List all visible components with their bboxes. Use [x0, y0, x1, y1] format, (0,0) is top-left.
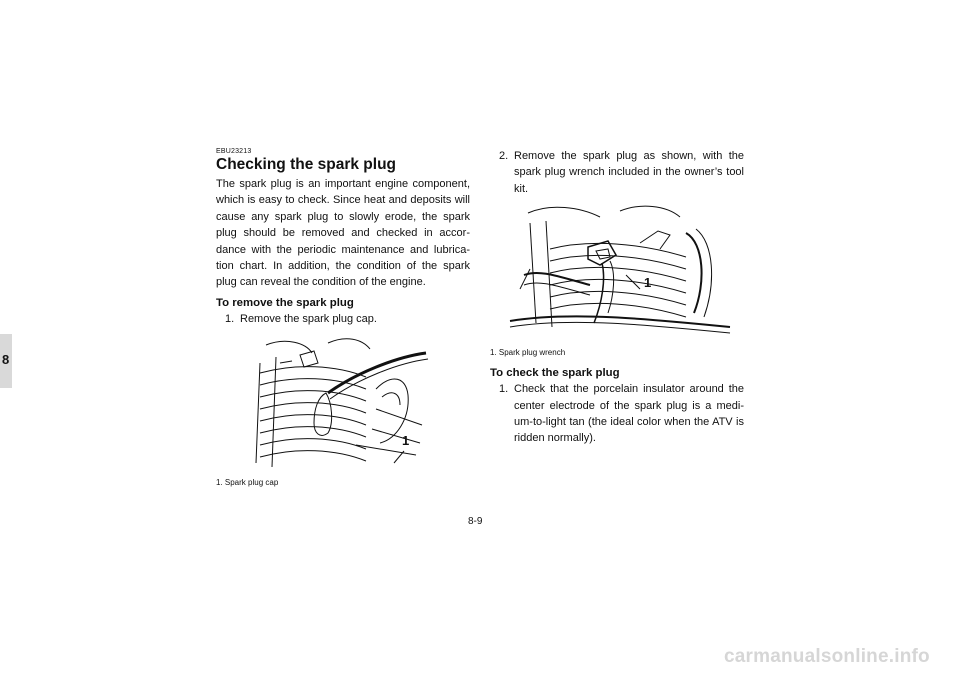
remove-step-2	[490, 148, 744, 197]
step-text: Remove the spark plug as shown, with the spark plug wrench included in the owner’s tool kit.	[514, 150, 744, 195]
step-text: Check that the porcelain insulator around the center electrode of the spark plug is a medi-um-to-light tan (the ideal color when the ATV is ridden normally).	[514, 383, 744, 445]
engine-illustration-cap	[216, 333, 470, 475]
page-number: 8-9	[468, 516, 483, 527]
remove-step-1	[216, 311, 470, 327]
section-code: EBU23213	[216, 148, 252, 155]
figure-caption: 1. Spark plug cap	[216, 478, 279, 488]
step-number: 1.	[499, 383, 509, 396]
intro-paragraph: The spark plug is an important engine component, which is easy to check. Since heat and deposits will cause any spark plug to slowly erode, the spark plug should be removed and checked in accor-dance with the periodic maintenance and lubrica-tion chart. In addition, the condition of the spark plug can reveal the condition of the engine.	[216, 178, 470, 289]
figure-callout-1: 1	[402, 433, 410, 449]
check-heading: To check the spark plug	[490, 367, 620, 380]
spark-plug-wrench-figure	[490, 203, 744, 345]
check-step-1	[490, 381, 744, 447]
step-text: Remove the spark plug cap.	[240, 312, 377, 325]
step-number: 1.	[225, 312, 235, 325]
chapter-number: 8	[2, 352, 10, 367]
spark-plug-cap-figure	[216, 333, 470, 475]
left-column	[216, 148, 470, 487]
right-column	[490, 148, 744, 447]
watermark: carmanualsonline.info	[724, 646, 930, 667]
section-heading: Checking the spark plug	[216, 156, 397, 173]
engine-illustration-wrench	[490, 203, 744, 345]
figure-caption: 1. Spark plug wrench	[490, 348, 566, 358]
chapter-tab	[0, 334, 12, 388]
step-number: 2.	[499, 150, 509, 162]
remove-heading: To remove the spark plug	[216, 296, 354, 309]
figure-callout-1: 1	[644, 275, 652, 291]
